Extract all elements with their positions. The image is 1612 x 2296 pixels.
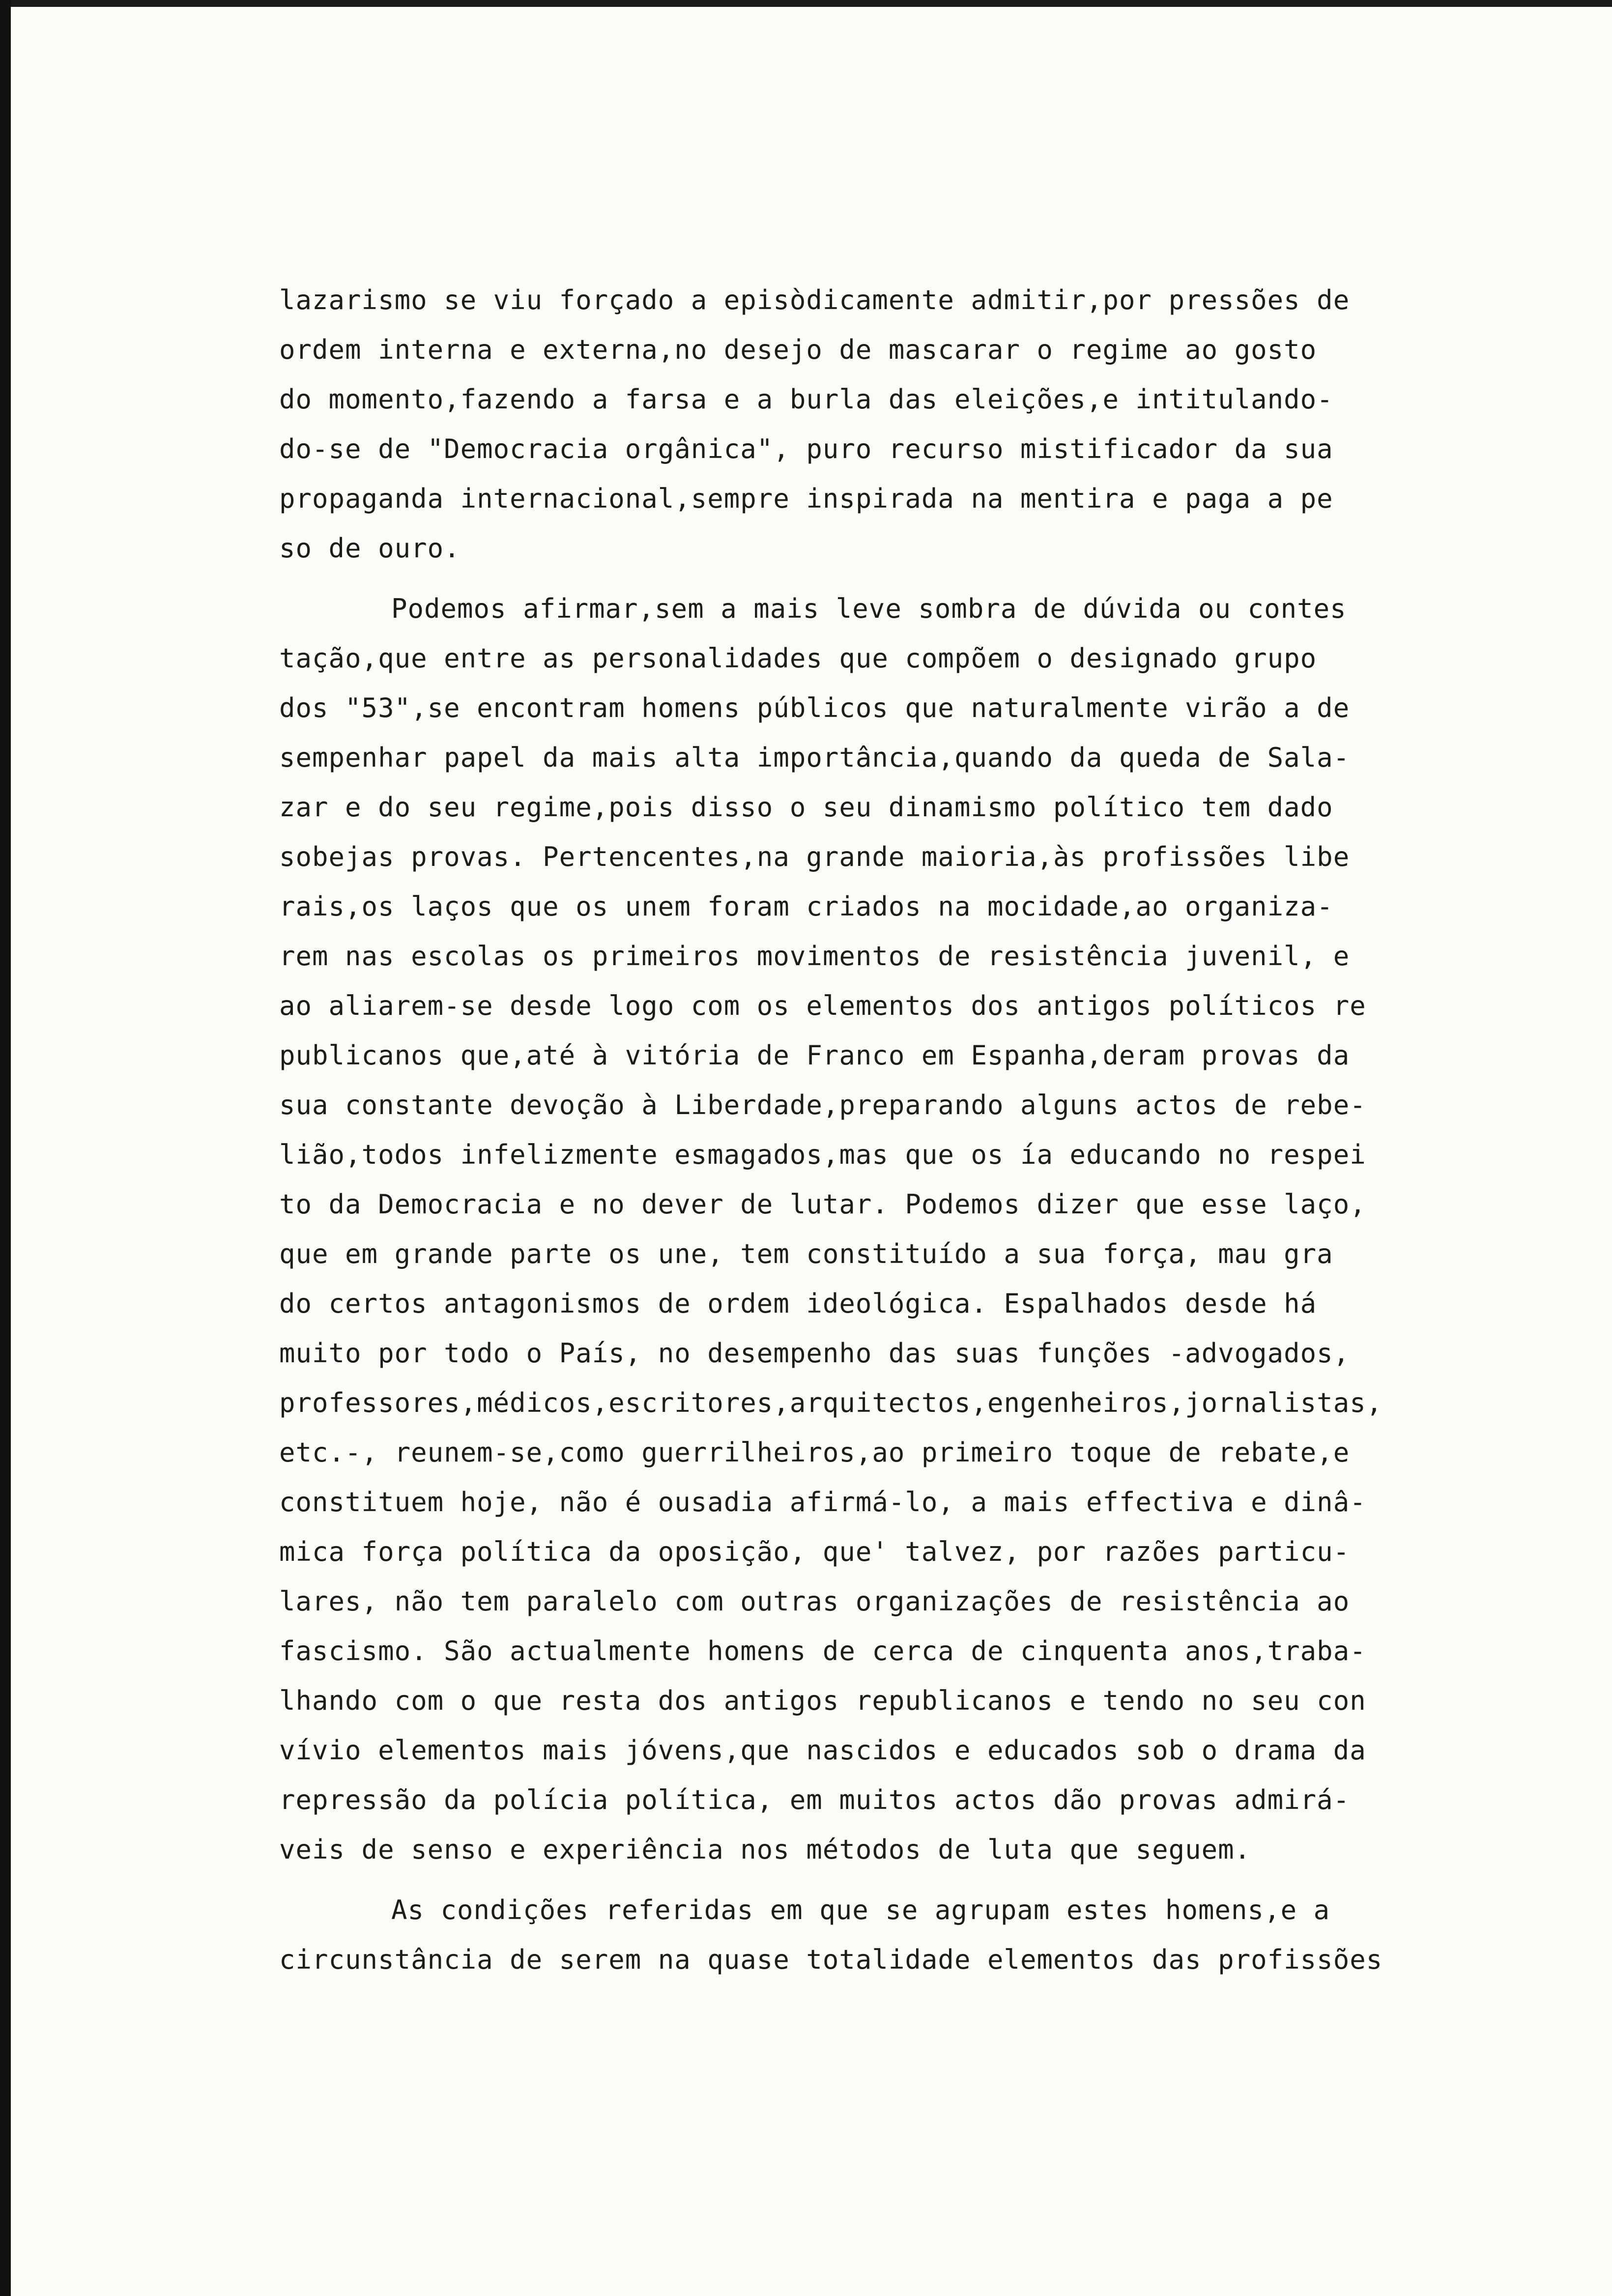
text-line: do-se de "Democracia orgânica", puro recurso mistificador da sua [279,433,1333,464]
paragraph-3 [279,1885,1483,1984]
document-body [279,275,1483,1984]
text-line: rais,os laços que os unem foram criados na mocidade,ao organiza- [279,891,1333,922]
text-line: que em grande parte os une, tem constituído a sua força, mau gra [279,1238,1333,1269]
text-line: etc.-, reunem-se,como guerrilheiros,ao primeiro toque de rebate,e [279,1437,1350,1468]
text-line: mica força política da oposição, que' talvez, por razões particu- [279,1536,1350,1567]
text-line: lares, não tem paralelo com outras organizações de resistência ao [279,1586,1350,1617]
text-line: publicanos que,até à vitória de Franco em Espanha,deram provas da [279,1040,1350,1071]
text-line: to da Democracia e no dever de lutar. Podemos dizer que esse laço, [279,1189,1366,1220]
text-line: veis de senso e experiência nos métodos de luta que seguem. [279,1834,1251,1865]
text-line: propaganda internacional,sempre inspirada na mentira e paga a pe [279,483,1333,514]
text-line: ao aliarem-se desde logo com os elementos dos antigos políticos re [279,990,1366,1021]
text-line: sobejas provas. Pertencentes,na grande maioria,às profissões libe [279,841,1350,872]
text-line: so de ouro. [279,533,461,564]
text-line: do certos antagonismos de ordem ideológica. Espalhados desde há [279,1288,1317,1319]
text-line: lhando com o que resta dos antigos republicanos e tendo no seu con [279,1685,1366,1716]
text-line: do momento,fazendo a farsa e a burla das eleições,e intitulando- [279,384,1333,415]
text-line: circunstância de serem na quase totalidade elementos das profissões [279,1944,1383,1975]
text-line: zar e do seu regime,pois disso o seu dinamismo político tem dado [279,792,1333,823]
text-line: sempenhar papel da mais alta importância,quando da queda de Sala- [279,742,1350,773]
text-line: lazarismo se viu forçado a episòdicamente admitir,por pressões de [279,285,1350,316]
text-line: sua constante devoção à Liberdade,preparando alguns actos de rebe- [279,1090,1366,1120]
text-line: rem nas escolas os primeiros movimentos de resistência juvenil, e [279,941,1350,972]
scan-edge-left [0,0,11,2296]
text-line: vívio elementos mais jóvens,que nascidos e educados sob o drama da [279,1735,1366,1766]
paragraph-2 [279,584,1483,1874]
text-line: muito por todo o País, no desempenho das suas funções -advogados, [279,1338,1350,1369]
text-line: professores,médicos,escritores,arquitectos,engenheiros,jornalistas, [279,1387,1383,1418]
text-line: tação,que entre as personalidades que compõem o designado grupo [279,643,1317,674]
text-line: Podemos afirmar,sem a mais leve sombra de dúvida ou contes [391,593,1347,624]
text-line: constituem hoje, não é ousadia afirmá-lo, a mais effectiva e dinâ- [279,1487,1366,1518]
scan-edge-top [0,0,1612,7]
text-line: dos "53",se encontram homens públicos que naturalmente virão a de [279,692,1350,723]
text-line: repressão da polícia política, em muitos actos dão provas admirá- [279,1784,1350,1815]
text-line: fascismo. São actualmente homens de cerca de cinquenta anos,traba- [279,1636,1366,1666]
paragraph-1 [279,275,1483,573]
text-line: ordem interna e externa,no desejo de mascarar o regime ao gosto [279,334,1317,365]
text-line: As condições referidas em que se agrupam estes homens,e a [391,1894,1330,1925]
text-line: lião,todos infelizmente esmagados,mas que os ía educando no respei [279,1139,1366,1170]
